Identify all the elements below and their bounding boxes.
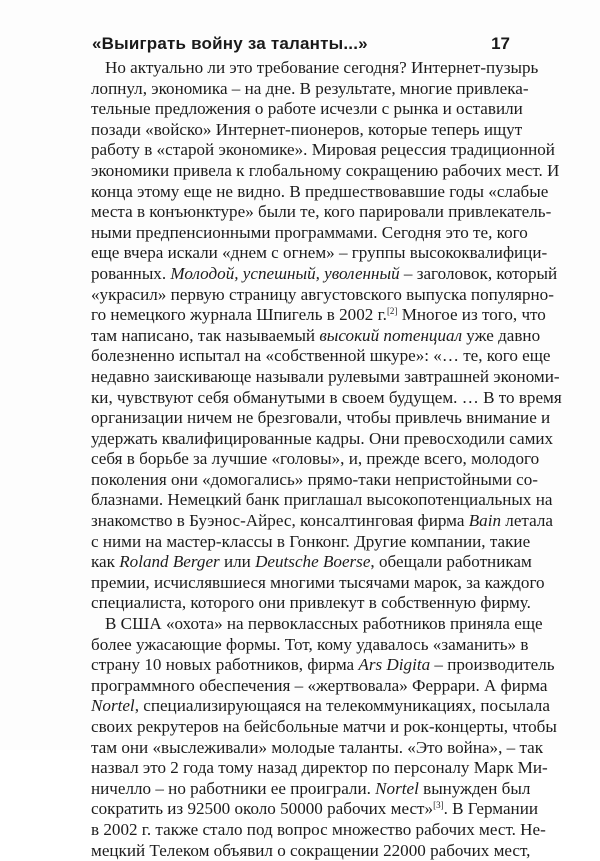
- italic-company: Ars Digita: [358, 655, 431, 675]
- text-fragment: . В Германии: [443, 799, 538, 819]
- text-fragment: – заголовок, который: [399, 263, 558, 283]
- text-fragment: , специализирующаяся на телекоммуникациях, посылала: [134, 696, 550, 716]
- text-fragment: страну 10 новых работников, фирма: [91, 655, 359, 675]
- text-line: [91, 325, 541, 347]
- italic-company: Deutsche Boerse: [255, 552, 371, 572]
- text-line: лопнул, экономика – на дне. В результате, многие привлека-: [91, 78, 529, 98]
- text-line: [91, 305, 546, 326]
- italic-company: Nortel: [375, 778, 419, 798]
- text-fragment: как: [91, 552, 120, 572]
- text-line: [91, 778, 531, 800]
- text-line: тельные предложения о работе исчезли с рынка и оставили: [91, 99, 523, 119]
- text-line: специалиста, которого они привлекут в собственную фирму.: [91, 593, 531, 613]
- text-line: [91, 552, 532, 573]
- text-line: с ними на мастер-классы в Гонконг. Другие компании, такие: [91, 531, 531, 551]
- text-line: экономики привела к глобальному сокращению рабочих мест. И: [91, 160, 560, 180]
- text-line: Но актуально ли это требование сегодня? Интернет-пузырь: [105, 58, 539, 77]
- text-fragment: или: [219, 552, 256, 572]
- text-line: еще вчера искали «днем с огнем» – группы высококвалифици-: [91, 243, 548, 263]
- text-line: [91, 263, 558, 285]
- text-line: болезненно испытал на «собственной шкуре»: «… те, кого еще: [91, 346, 551, 366]
- text-line: [91, 511, 553, 532]
- text-line: организации ничем не брезговали, чтобы привлечь внимание и: [91, 408, 551, 428]
- text-line: «украсил» первую страницу августовского выпуска популярно-: [91, 284, 554, 304]
- text-line: места в конъюнктуре» были те, кого парировали привлекатель-: [91, 202, 552, 222]
- text-line: блазнами. Немецкий банк приглашал высокопотенциальных на: [91, 490, 553, 510]
- text-line: назвал это 2 года тому назад директор по персоналу Марк Ми-: [91, 758, 548, 778]
- text-fragment: сократить из 92500 около 50000 рабочих мест»: [91, 799, 434, 819]
- text-line: [91, 696, 550, 717]
- text-fragment: рованных.: [91, 263, 171, 283]
- text-line: мецкий Телеком объявил о сокращении 22000 рабочих мест,: [91, 840, 531, 860]
- italic-term: высокий потенциал: [319, 325, 463, 345]
- text-fragment: , обещали работникам: [370, 552, 532, 572]
- text-fragment: Многое из того, что: [397, 305, 546, 325]
- text-line: себя в борьбе за лучшие «головы», и, прежде всего, молодого: [91, 449, 540, 469]
- footnote-ref: [3]: [433, 800, 444, 811]
- text-line: поколения они «домогались» прямо-таки непристойными со-: [91, 469, 538, 489]
- chapter-title: «Выиграть войну за таланты...»: [92, 34, 368, 53]
- text-line: [91, 799, 538, 820]
- text-line: В США «охота» на первоклассных работников приняла еще: [105, 614, 543, 634]
- text-line: в 2002 г. также стало под вопрос множество рабочих мест. Не-: [91, 819, 546, 839]
- text-line: более ужасающие формы. Тот, кому удавалось «заманить» в: [91, 634, 529, 654]
- text-line: работу в «старой экономике». Мировая рецессия традиционной: [91, 140, 555, 160]
- italic-headline: Молодой, успешный, уволенный: [170, 263, 400, 283]
- text-line: там они «выслеживали» молодые таланты. «Это война», – так: [91, 737, 544, 757]
- text-fragment: там написано, так называемый: [91, 325, 320, 345]
- footnote-ref: [2]: [386, 306, 398, 317]
- italic-company: Bain: [468, 511, 502, 531]
- text-fragment: ничелло – но работники ее проиграли.: [91, 778, 376, 798]
- text-fragment: вынужден был: [418, 778, 531, 798]
- running-header: [92, 34, 510, 58]
- text-line: программного обеспечения – «жертвовала» Феррари. А фирма: [91, 675, 548, 695]
- text-line: конца этому еще не видно. В предшествовавшие годы «слабые: [91, 181, 549, 201]
- text-line: удержать квалифицированные кадры. Они превосходили самих: [91, 428, 554, 448]
- italic-company: Roland Berger: [119, 552, 220, 572]
- text-fragment: летала: [501, 511, 553, 531]
- body-text: [91, 58, 562, 861]
- text-line: ки, чувствуют себя обманутыми в своем будущем. … В то время: [91, 387, 562, 407]
- text-fragment: знакомство в Буэнос-Айрес, консалтинговая фирма: [91, 511, 469, 531]
- page-number: 17: [491, 34, 510, 53]
- text-line: позади «войско» Интернет-пионеров, которые теперь ищут: [91, 119, 523, 139]
- text-line: премии, исчислявшиеся многими тысячами марок, за каждого: [91, 572, 545, 592]
- text-fragment: – производитель: [430, 655, 555, 675]
- text-line: своих рекрутеров на бейсбольные матчи и рок-концерты, чтобы: [91, 717, 557, 736]
- text-line: ными предпенсионными программами. Сегодня это те, кого: [91, 222, 528, 242]
- text-fragment: уже давно: [462, 325, 541, 345]
- text-line: [91, 655, 555, 676]
- text-fragment: го немецкого журнала Шпигель в 2002 г.: [91, 305, 387, 325]
- italic-company: Nortel: [91, 696, 135, 716]
- text-line: недавно заискивающе называли рулевыми завтрашней экономи-: [91, 366, 560, 386]
